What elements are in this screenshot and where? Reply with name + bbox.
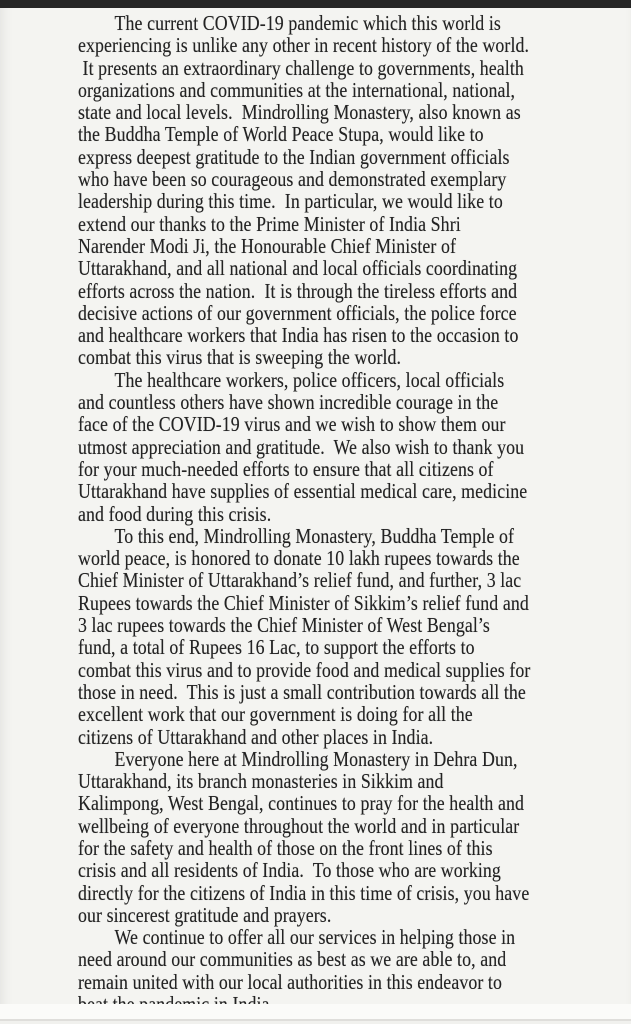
text-line: those in need. This is just a small contribution towards all the [78, 679, 526, 704]
text-line: wellbeing of everyone throughout the world and in particular [78, 813, 520, 838]
paragraph [78, 525, 631, 748]
text-line: Uttarakhand, its branch monasteries in Sikkim and [78, 769, 444, 794]
text-line: citizens of Uttarakhand and other places in India. [78, 724, 434, 749]
text-line: for your much-needed efforts to ensure that all citizens of [78, 456, 494, 481]
text-line: leadership during this time. In particular, we would like to [78, 189, 503, 214]
text-line: remain united with our local authorities in this endeavor to [78, 969, 502, 994]
document-body [78, 12, 631, 1015]
text-line: decisive actions of our government officials, the police force [78, 300, 517, 325]
text-line: and healthcare workers that India has risen to the occasion to [78, 323, 519, 348]
text-line: face of the COVID-19 virus and we wish to show them our [78, 412, 506, 437]
text-line: extend our thanks to the Prime Minister of India Shri [78, 211, 461, 236]
bottom-edge-strip [0, 1004, 631, 1020]
text-line: 3 lac rupees towards the Chief Minister of West Bengal’s [78, 613, 490, 638]
text-line: the Buddha Temple of World Peace Stupa, would like to [78, 122, 484, 147]
text-line: Uttarakhand, and all national and local officials coordinating [78, 256, 518, 281]
text-line: efforts across the nation. It is through the tireless efforts and [78, 278, 518, 303]
text-line: To this end, Mindrolling Monastery, Buddha Temple of [114, 523, 515, 548]
text-line: Rupees towards the Chief Minister of Sikkim’s relief fund and [78, 590, 529, 615]
text-line: Chief Minister of Uttarakhand’s relief fund, and further, 3 lac [78, 568, 522, 593]
text-line: state and local levels. Mindrolling Monastery, also known as [78, 100, 521, 125]
text-line: and countless others have shown incredible courage in the [78, 390, 499, 415]
paragraph [78, 369, 631, 525]
text-line: utmost appreciation and gratitude. We also wish to thank you [78, 434, 525, 459]
text-line: world peace, is honored to donate 10 lakh rupees towards the [78, 546, 520, 571]
text-line: combat this virus and to provide food and medical supplies for [78, 657, 531, 682]
text-line: Kalimpong, West Bengal, continues to pray for the health and [78, 791, 525, 816]
paragraph [78, 748, 631, 926]
text-line: organizations and communities at the international, national, [78, 77, 516, 102]
text-line: experiencing is unlike any other in recent history of the world. [78, 33, 530, 58]
paragraph [78, 926, 631, 1015]
text-line: We continue to offer all our services in helping those in [114, 925, 516, 950]
text-line: for the safety and health of those on the front lines of this [78, 835, 493, 860]
text-line: and food during this crisis. [78, 501, 272, 526]
text-line: express deepest gratitude to the Indian government officials [78, 144, 510, 169]
text-line: directly for the citizens of India in this time of crisis, you have [78, 880, 530, 905]
text-line: fund, a total of Rupees 16 Lac, to support the efforts to [78, 635, 475, 660]
text-line: need around our communities as best as we are able to, and [78, 947, 507, 972]
text-line: excellent work that our government is doing for all the [78, 702, 473, 727]
text-line: It presents an extraordinary challenge to governments, health [78, 55, 524, 80]
paragraph [78, 12, 631, 369]
text-line: who have been so courageous and demonstrated exemplary [78, 167, 507, 192]
text-line: Everyone here at Mindrolling Monastery in Dehra Dun, [114, 746, 518, 771]
text-line: Narender Modi Ji, the Honourable Chief Minister of [78, 233, 457, 258]
text-line: our sincerest gratitude and prayers. [78, 902, 332, 927]
text-line: The healthcare workers, police officers, local officials [114, 367, 505, 392]
text-line: Uttarakhand have supplies of essential medical care, medicine [78, 479, 528, 504]
text-line: The current COVID-19 pandemic which this world is [114, 11, 501, 35]
text-line: crisis and all residents of India. To those who are working [78, 858, 501, 883]
text-line: combat this virus that is sweeping the world. [78, 345, 402, 370]
top-edge-bar [0, 0, 631, 8]
